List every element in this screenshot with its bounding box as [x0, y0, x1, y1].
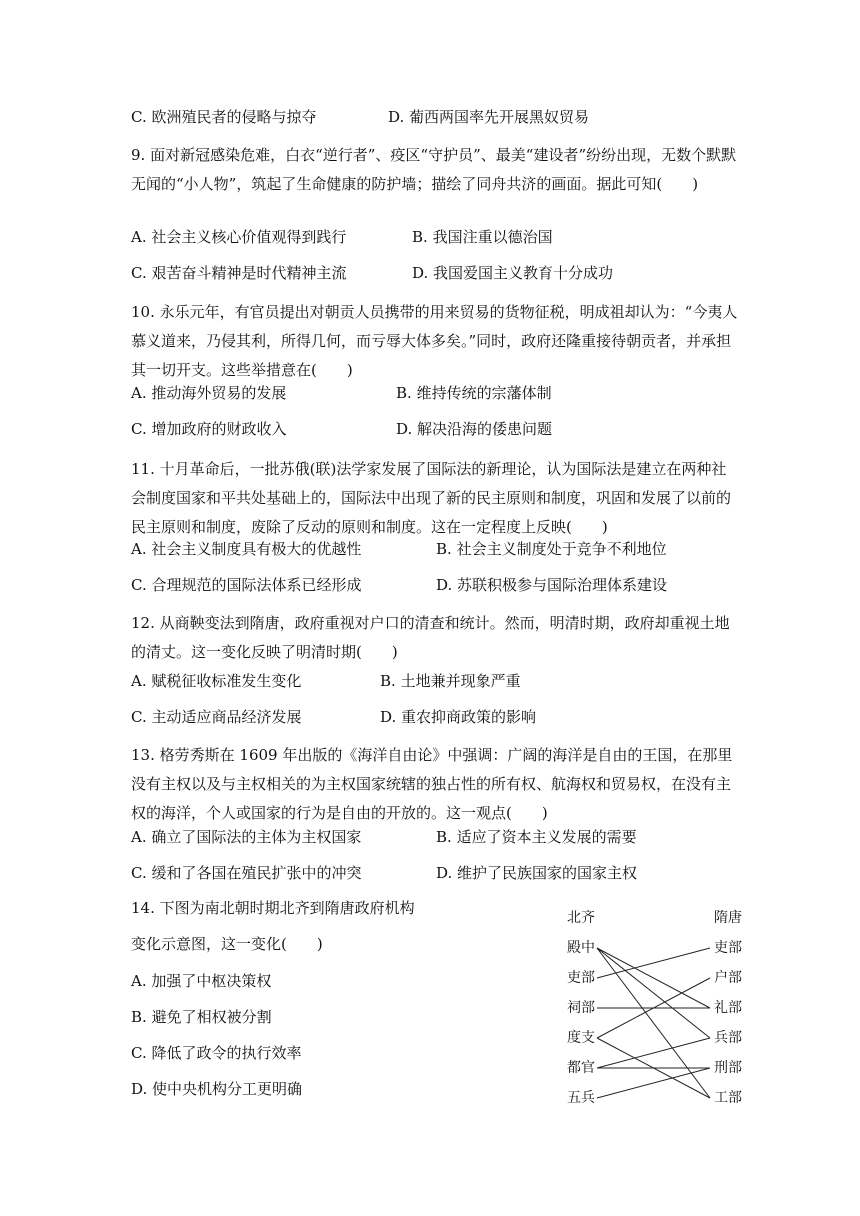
q11-option-d: D. 苏联积极参与国际治理体系建设 [436, 576, 668, 594]
diagram-right-label: 刑部 [714, 1060, 742, 1076]
diagram-left-label: 五兵 [567, 1090, 595, 1106]
q11-option-c: C. 合理规范的国际法体系已经形成 [131, 576, 362, 594]
q12-option-b: B. 土地兼并现象严重 [380, 672, 521, 690]
diagram-link [597, 948, 710, 1038]
q13-option-b: B. 适应了资本主义发展的需要 [436, 828, 637, 846]
diagram-left-label: 吏部 [567, 970, 595, 986]
diagram-link [597, 948, 710, 1008]
diagram-link [597, 1038, 710, 1068]
diagram-right-label: 户部 [714, 970, 742, 986]
q10-option-a: A. 推动海外贸易的发展 [131, 384, 287, 402]
q12-stem: 12. 从商鞅变法到隋唐，政府重视对户口的清查和统计。然而，明清时期，政府却重视土地的清丈。这一变化反映了明清时期( ) [131, 614, 730, 661]
q12-option-d: D. 重农抑商政策的影响 [380, 708, 537, 726]
q14-option-b: B. 避免了相权被分割 [131, 1008, 272, 1026]
q14-option-a: A. 加强了中枢决策权 [131, 972, 272, 990]
q10-option-b: B. 维持传统的宗藩体制 [396, 384, 552, 402]
q11-stem: 11. 十月革命后，一批苏俄(联)法学家发展了国际法的新理论，认为国际法是建立在两种社会制度国家和平共处基础上的，国际法中出现了新的民主原则和制度，巩固和发展了以前的民主原则和制度，废除了反动的原则和制度。这在一定程度上反映( ) [131, 460, 732, 536]
diagram-right-label: 兵部 [714, 1030, 742, 1046]
q10-stem: 10. 永乐元年，有官员提出对朝贡人员携带的用来贸易的货物征税，明成祖却认为：“今夷人慕义道来，乃侵其利，所得几何，而亏辱大体多矣。”同时，政府还隆重接待朝贡者，并承担其一切开支。这些举措意在( ) [131, 303, 738, 379]
q9-option-a: A. 社会主义核心价值观得到践行 [131, 228, 347, 246]
diagram-left-header: 北齐 [567, 910, 595, 926]
diagram-left-label: 度支 [567, 1030, 595, 1046]
q13-option-c: C. 缓和了各国在殖民扩张中的冲突 [131, 864, 362, 882]
q9-stem: 9. 面对新冠感染危难，白衣“逆行者”、疫区“守护员”、最美“建设者”纷纷出现，无数个默默无闻的“小人物”，筑起了生命健康的防护墙；描绘了同舟共济的画面。据此可知( ) [131, 146, 737, 193]
q9-option-b: B. 我国注重以德治国 [412, 228, 553, 246]
q14-option-c: C. 降低了政令的执行效率 [131, 1044, 302, 1062]
q13-stem: 13. 格劳秀斯在 1609 年出版的《海洋自由论》中强调：广阔的海洋是自由的王国，在那里没有主权以及与主权相关的为主权国家统辖的独占性的所有权、航海权和贸易权，在没有主权的海洋，个人或国家的行为是自由的开放的。这一观点( ) [131, 746, 733, 822]
q10-option-c: C. 增加政府的财政收入 [131, 420, 287, 438]
diagram-right-header: 隋唐 [714, 910, 742, 926]
q9-option-d: D. 我国爱国主义教育十分成功 [412, 264, 614, 282]
diagram-link [597, 948, 710, 978]
q14-option-d: D. 使中央机构分工更明确 [131, 1080, 303, 1098]
q11-option-b: B. 社会主义制度处于竞争不利地位 [436, 540, 667, 558]
diagram-right-label: 工部 [714, 1090, 742, 1106]
q13-option-d: D. 维护了民族国家的国家主权 [436, 864, 638, 882]
diagram-right-label: 吏部 [714, 940, 742, 956]
q13-option-a: A. 确立了国际法的主体为主权国家 [131, 828, 362, 846]
diagram-right-label: 礼部 [714, 1000, 742, 1016]
q8-option-d: D. 葡西两国率先开展黑奴贸易 [388, 108, 590, 126]
diagram-left-label: 祠部 [567, 1000, 595, 1016]
q9-option-c: C. 艰苦奋斗精神是时代精神主流 [131, 264, 347, 282]
q11-option-a: A. 社会主义制度具有极大的优越性 [131, 540, 362, 558]
diagram-link [597, 1068, 710, 1098]
q10-option-d: D. 解决沿海的倭患问题 [396, 420, 553, 438]
q12-option-c: C. 主动适应商品经济发展 [131, 708, 302, 726]
diagram-link [597, 948, 710, 1098]
diagram-left-label: 殿中 [567, 940, 595, 956]
q12-option-a: A. 赋税征收标准发生变化 [131, 672, 302, 690]
q14-stem-line1: 14. 下图为南北朝时期北齐到隋唐政府机构 [131, 899, 415, 917]
diagram-left-label: 都官 [567, 1060, 595, 1076]
q8-option-c: C. 欧洲殖民者的侵略与掠夺 [131, 108, 317, 126]
agency-change-diagram [560, 906, 760, 1116]
q14-stem-line2: 变化示意图，这一变化( ) [131, 935, 323, 953]
